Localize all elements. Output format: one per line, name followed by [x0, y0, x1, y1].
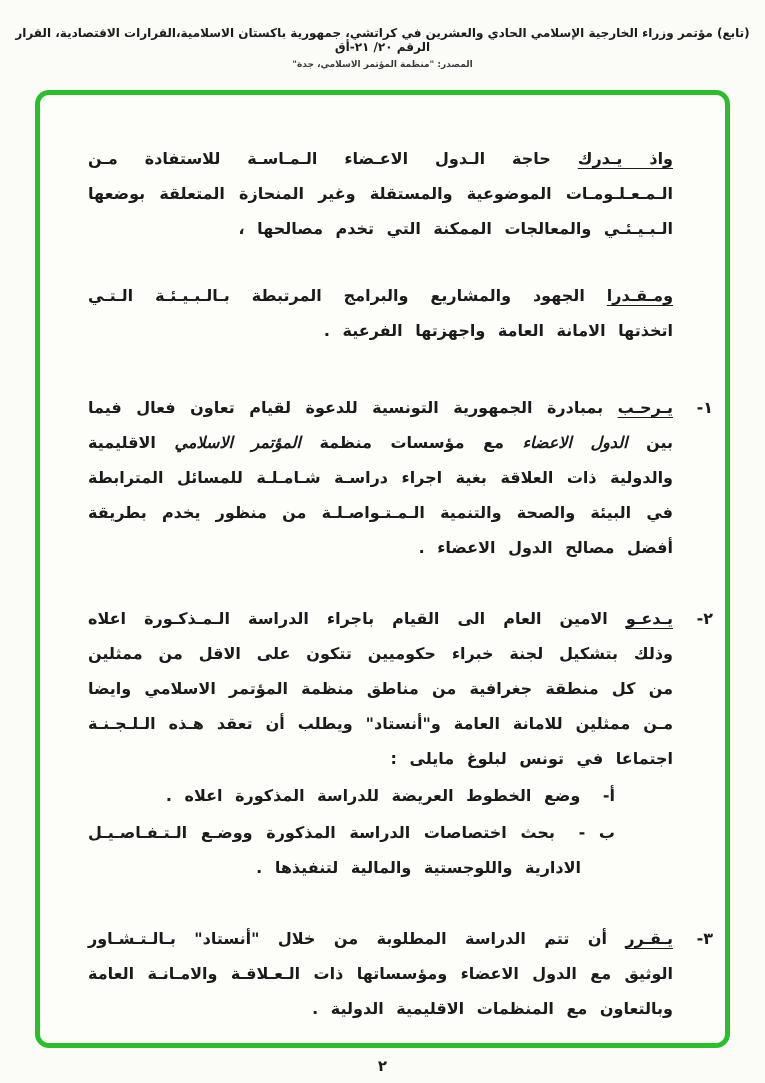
preamble-paragraph-2 [88, 278, 673, 348]
subitem-marker: أ- [602, 786, 615, 805]
item-text: بمبادرة الجمهورية التونسية للدعوة لقيام تعاون فعال فيما بين [88, 398, 674, 452]
item-text: الاقليمية والدولية ذات العلاقة بغية اجراء دراسـة شـامـلـة للمسائل المترابطة في البيئة والصحة والتنمية الـمـتـواصـلـة من منظور يخدم بطريقة أفضل مصالح الدول الاعضاء . [88, 433, 673, 557]
preamble-text: الجهود والمشاريع والبرامج المرتبطة بـالـبـيـئـة الـتـي اتخذتها الامانة العامة واجهزتها الفرعية . [88, 286, 673, 340]
subitem-marker: ب - [578, 823, 615, 842]
subitem-text: بحث اختصاصات الدراسة المذكورة ووضـع الـتـفـاصـيـل الادارية واللوجستية والمالية لتنفيذها . [88, 823, 581, 877]
item-lead: يـرحـب [617, 398, 673, 417]
preamble-text: حاجة الـدول الاعـضاء الـمـاسـة للاستفادة مـن الـمـعـلـومـات الموضوعية والمستقلة وغير المنحازة المتعلقة بوضعها الـبـيـئـي والمعالجات الممكنة التي تخدم مصالحها ، [88, 149, 673, 238]
resolution-item-2 [88, 601, 713, 885]
item-text-emphasis: الدول الاعضاء [522, 433, 628, 452]
scan-header [0, 26, 765, 70]
item-number: ٣- [696, 929, 713, 948]
item-text: أن تتم الدراسة المطلوبة من خلال "أنستاد" بـالـتـشـاور الوثيق مع الدول الاعضاء ومؤسساتها ذات الـعـلاقـة والامـانـة العامة وبالتعاون مع المنظمات الاقليمية الدولية . [88, 929, 673, 1018]
item-text: الامين العام الى القيام باجراء الدراسة الـمـذكـورة اعلاه وذلك بتشكيل لجنة خبراء حكوميين تتكون على الاقل من ممثلين من كل منطقة جغرافية من مناطق منظمة المؤتمر الاسلامي وايضا مـن ممثلين للامانة العامة و"أنستاد" ويطلب أن تعقد هـذه الـلـجـنـة اجتماعا في تونس لبلوغ مايلى : [88, 609, 673, 768]
resolution-items [88, 390, 713, 1026]
subitem-list [88, 778, 615, 885]
item-lead: يـقـرر [625, 929, 673, 948]
resolution-item-1 [88, 390, 713, 565]
preamble-lead: واذ يـدرك [577, 149, 673, 168]
preamble-paragraph-1 [88, 141, 673, 246]
subitem-b [88, 815, 615, 885]
item-text: مع مؤسسات منظمة [319, 433, 504, 452]
resolution-item-3 [88, 921, 713, 1026]
document-frame [35, 90, 730, 1048]
document-reference-line: (تابع) مؤتمر وزراء الخارجية الإسلامي الحادي والعشرين في كراتشي، جمهورية باكستان الاسلامية،القرارات الاقتصادية، القرار الرقم ٢٠/ ٢١-أق [15, 26, 750, 54]
subitem-a [88, 778, 615, 813]
item-text-emphasis: المؤتمر الاسلامي [174, 433, 301, 452]
source-line: المصدر: "منظمة المؤتمر الاسلامي، جدة" [292, 60, 473, 70]
page-number: ٢ [377, 1057, 388, 1075]
preamble-lead: ومـقـدرا [606, 286, 674, 305]
item-number: ١- [696, 398, 713, 417]
item-lead: يـدعـو [625, 609, 673, 628]
item-number: ٢- [696, 609, 713, 628]
subitem-text: وضع الخطوط العريضة للدراسة المذكورة اعلاه . [165, 786, 581, 805]
